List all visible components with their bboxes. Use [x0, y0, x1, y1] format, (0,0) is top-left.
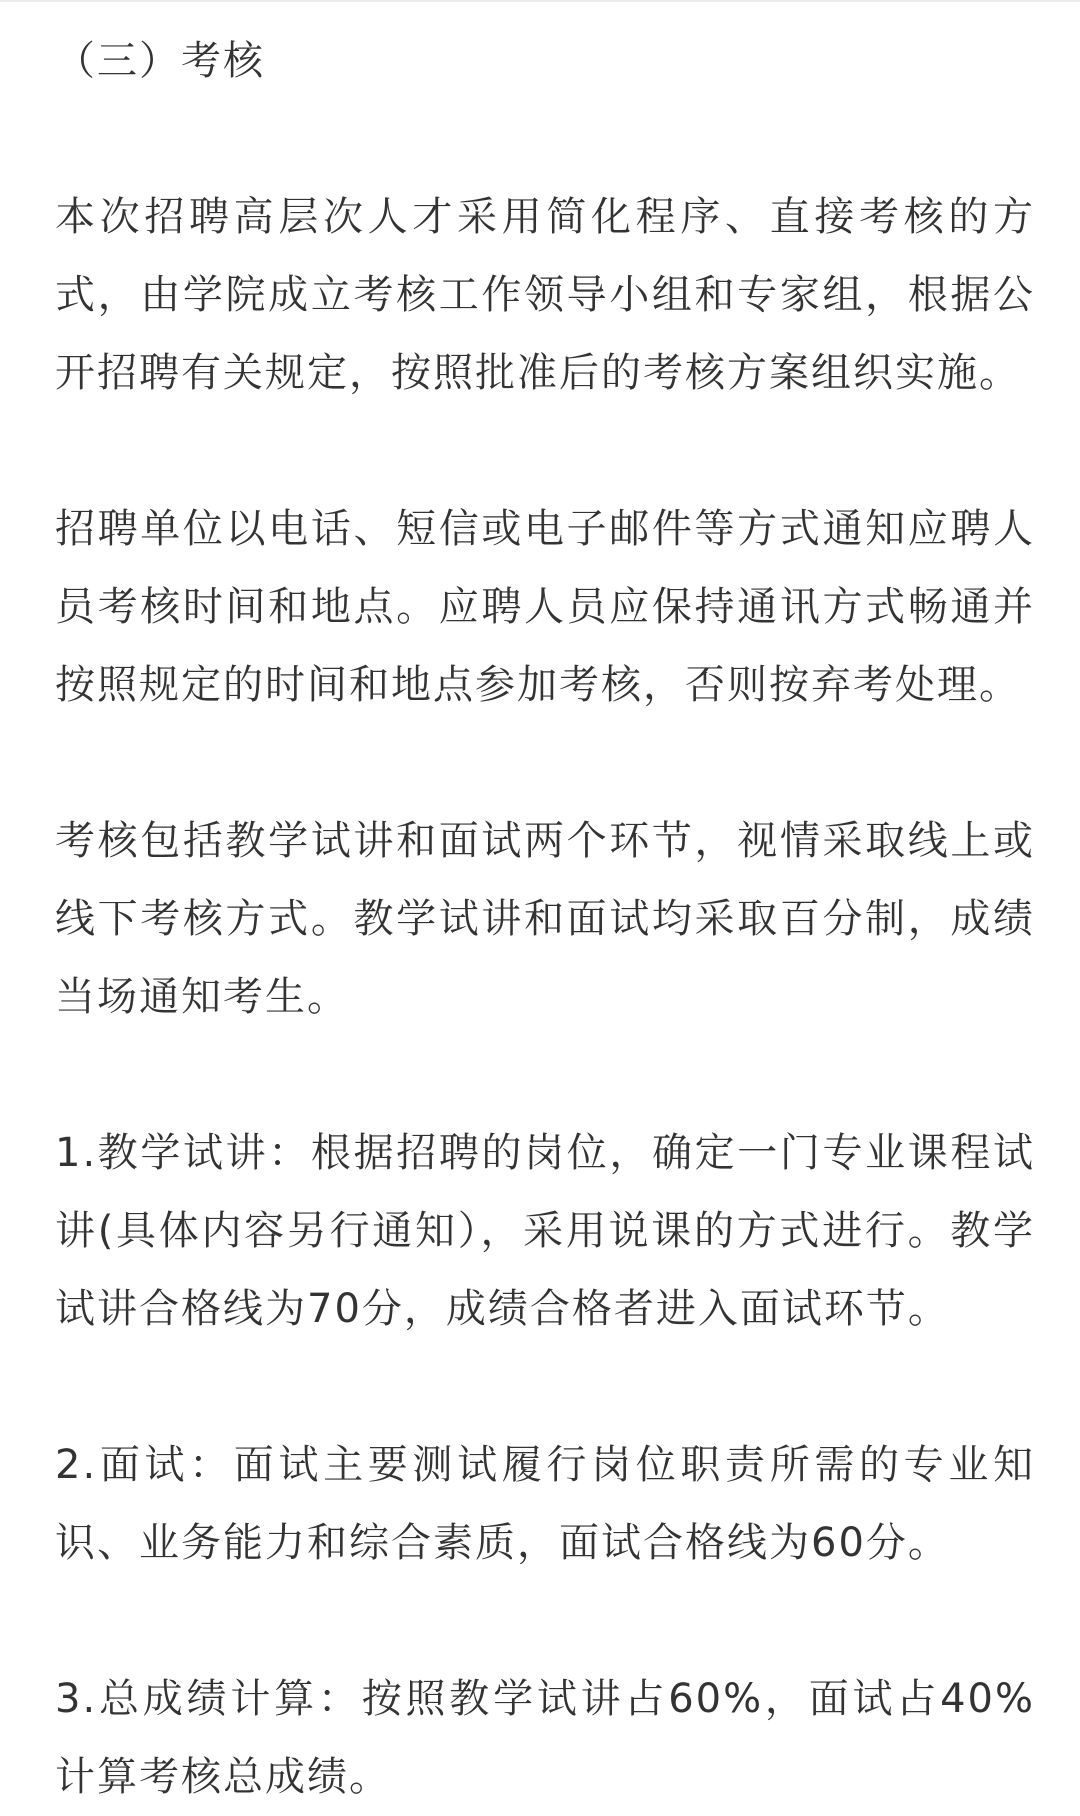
- top-divider: [0, 0, 1080, 2]
- paragraph-assessment-format: 考核包括教学试讲和面试两个环节，视情采取线上或线下考核方式。教学试讲和面试均采取百分制，成绩当场通知考生。: [55, 818, 1035, 1020]
- paragraph-interview: 2.面试：面试主要测试履行岗位职责所需的专业知识、业务能力和综合素质，面试合格线为60分。: [55, 1442, 1035, 1566]
- paragraph-total-score: 3.总成绩计算：按照教学试讲占60%，面试占40%计算考核总成绩。: [55, 1676, 1035, 1800]
- paragraph-teaching-trial: 1.教学试讲：根据招聘的岗位，确定一门专业课程试讲(具体内容另行通知），采用说课的方式进行。教学试讲合格线为70分，成绩合格者进入面试环节。: [55, 1130, 1035, 1332]
- article-body: [55, 22, 1035, 1816]
- paragraph-notification: 招聘单位以电话、短信或电子邮件等方式通知应聘人员考核时间和地点。应聘人员应保持通讯方式畅通并按照规定的时间和地点参加考核，否则按弃考处理。: [55, 506, 1035, 708]
- section-heading: （三）考核: [55, 38, 265, 84]
- paragraph-procedure: 本次招聘高层次人才采用简化程序、直接考核的方式，由学院成立考核工作领导小组和专家组，根据公开招聘有关规定，按照批准后的考核方案组织实施。: [55, 194, 1035, 396]
